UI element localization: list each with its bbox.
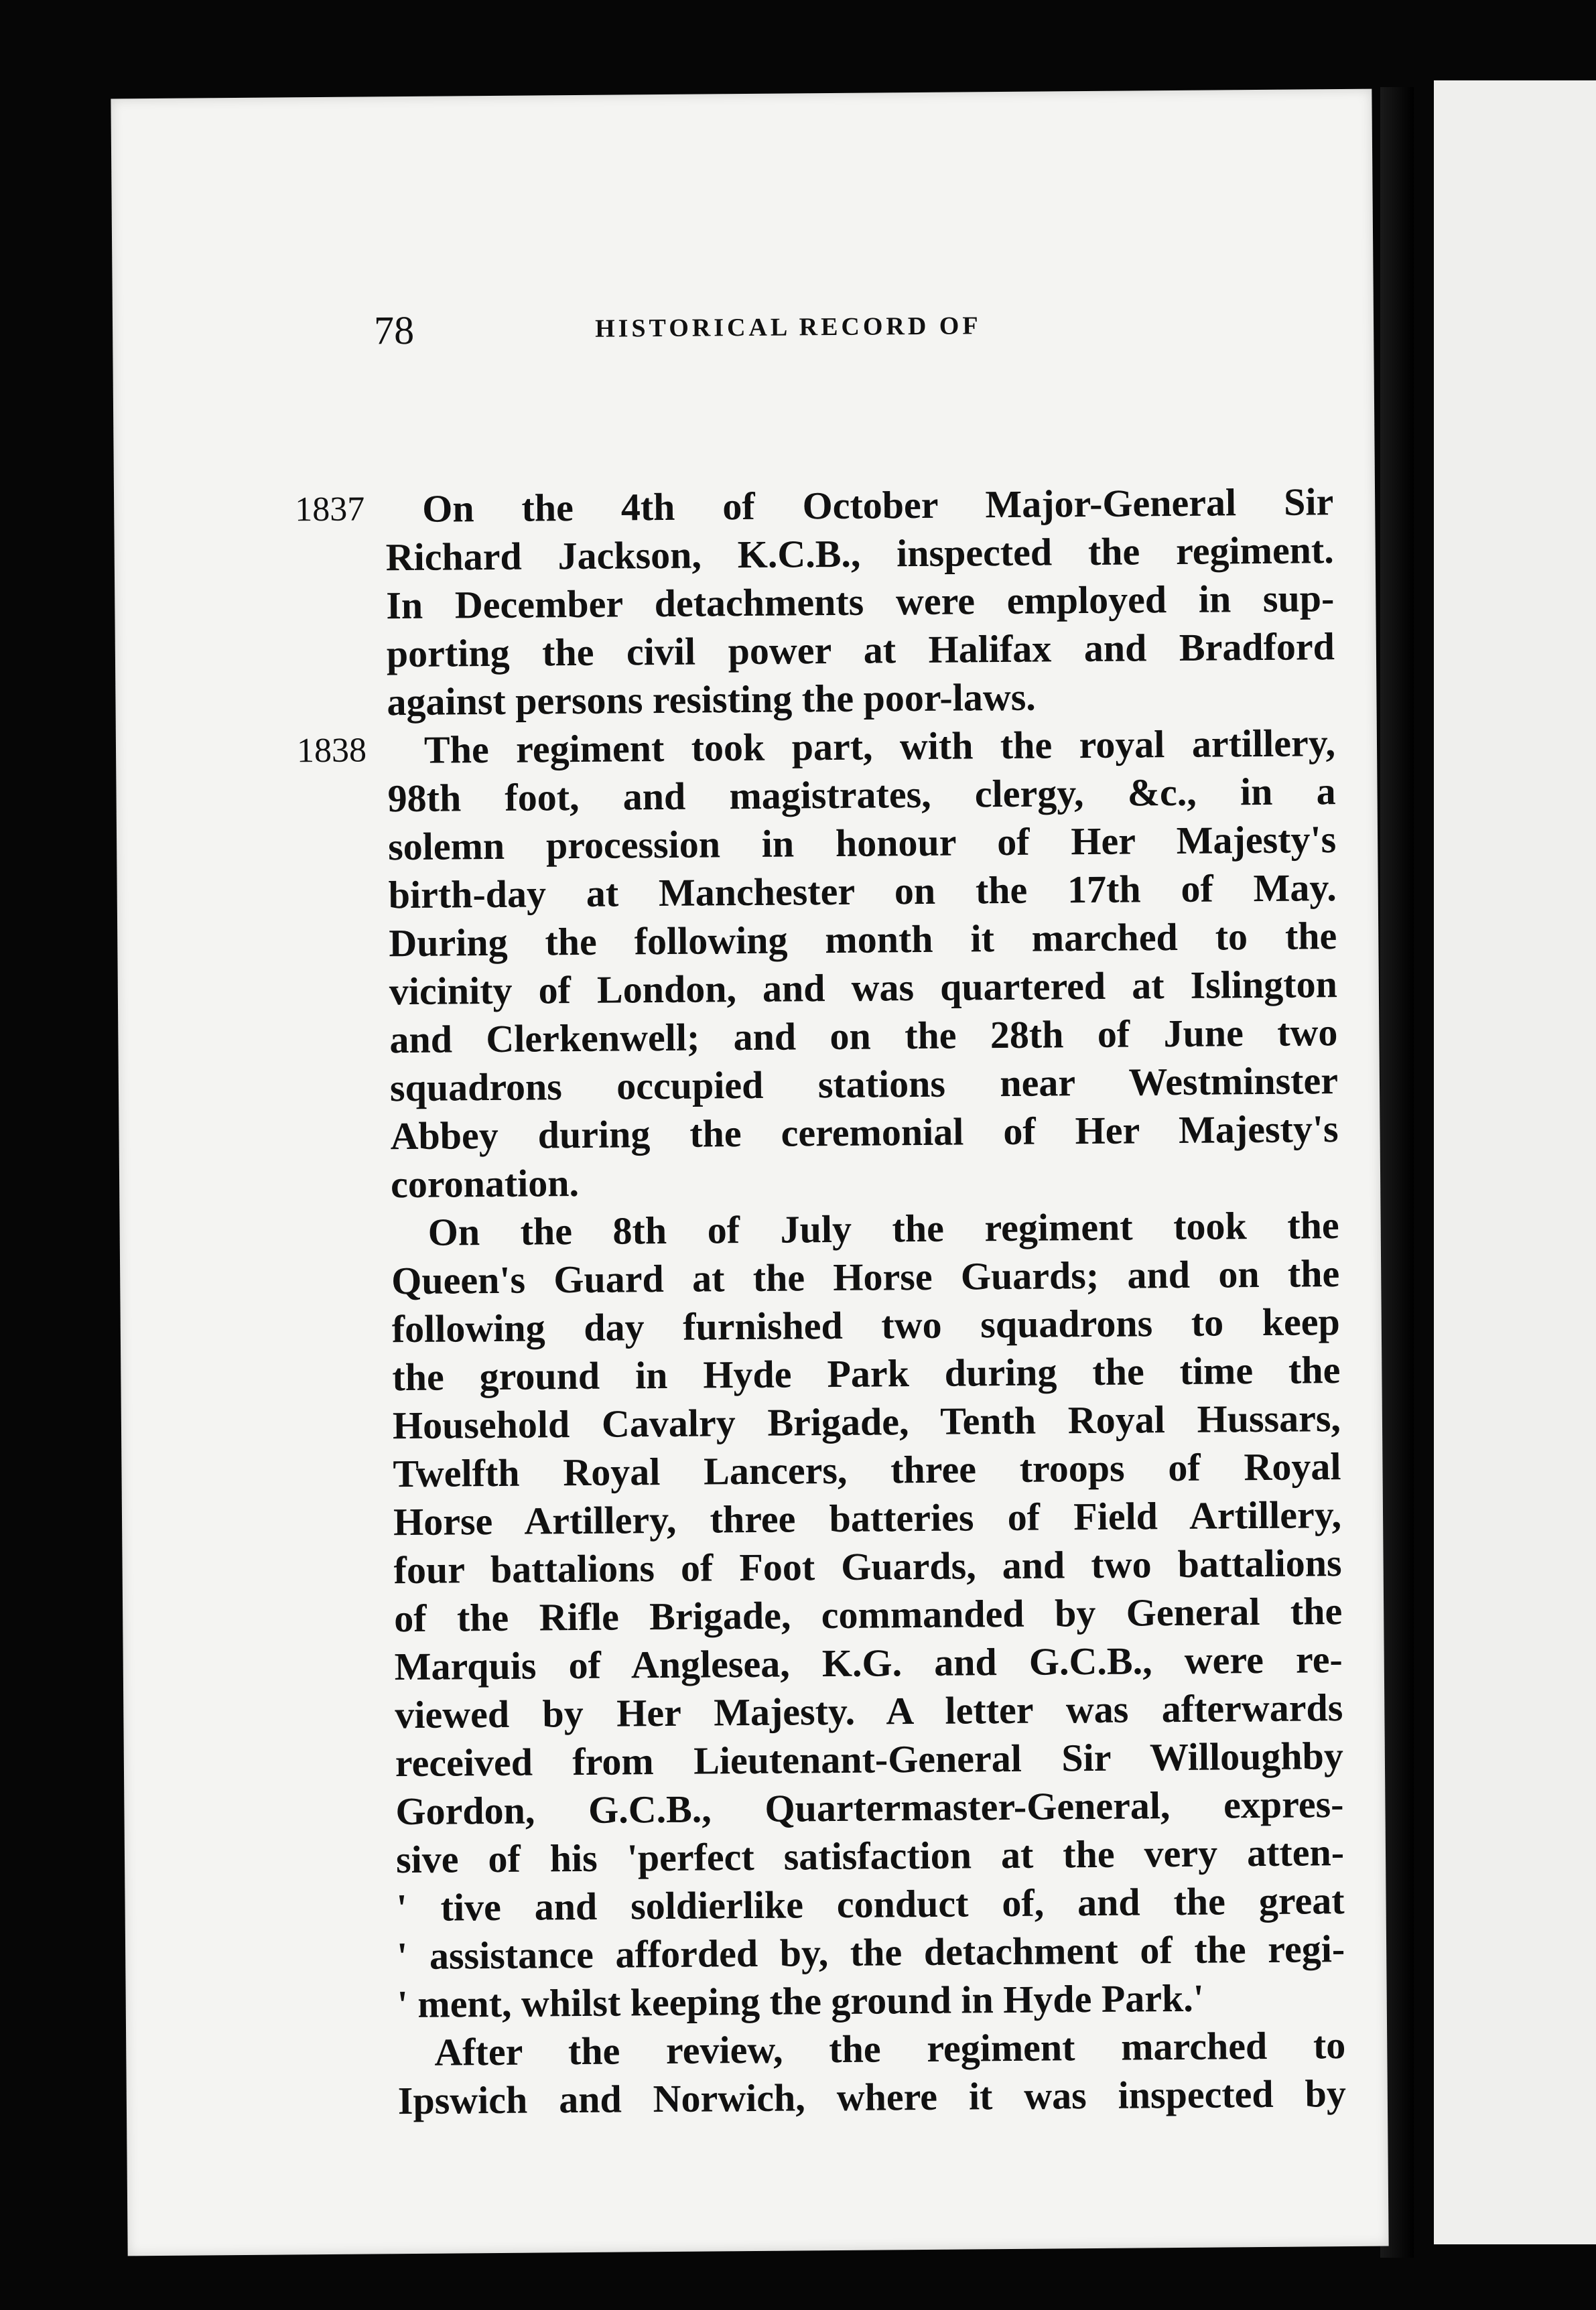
text-line: Ipswich and Norwich, where it was inspected by	[397, 2071, 1347, 2123]
text-line: Horse Artillery, three batteries of Field Artillery,	[393, 1493, 1342, 1544]
text-line: Queen's Guard at the Horse Guards; and on the	[391, 1251, 1340, 1303]
text-line: four battalions of Foot Guards, and two battalions	[393, 1541, 1342, 1592]
text-line: On the 4th of October Major-General Sir	[421, 480, 1334, 531]
text-line: squadrons occupied stations near Westminster	[389, 1059, 1339, 1110]
text-line: solemn procession in honour of Her Majesty's	[387, 817, 1337, 869]
text-line: Gordon, G.C.B., Quartermaster-General, expres-	[395, 1782, 1344, 1834]
text-line: of the Rifle Brigade, commanded by General the	[393, 1589, 1343, 1641]
margin-year-1838: 1838	[296, 731, 367, 770]
running-title: HISTORICAL RECORD OF	[594, 312, 982, 343]
text-line: sive of his 'perfect satisfaction at the very atten-	[395, 1830, 1345, 1882]
text-line: The regiment took part, with the royal artillery,	[423, 721, 1336, 772]
text-line: Marquis of Anglesea, K.G. and G.C.B., were re-	[394, 1637, 1343, 1689]
text-line: Twelfth Royal Lancers, three troops of Royal	[393, 1444, 1341, 1496]
text-line: received from Lieutenant-General Sir Willoughby	[395, 1734, 1344, 1785]
text-line: 98th foot, and magistrates, clergy, &c., in a	[387, 769, 1336, 821]
text-line: viewed by Her Majesty. A letter was afterwards	[395, 1686, 1343, 1737]
facing-page-edge	[1434, 80, 1596, 2244]
text-line: following day furnished two squadrons to keep	[391, 1300, 1341, 1351]
text-line: Household Cavalry Brigade, Tenth Royal Hussars,	[392, 1396, 1341, 1448]
text-line: against persons resisting the poor-laws.	[387, 675, 1037, 724]
text-line: porting the civil power at Halifax and Bradford	[386, 624, 1335, 676]
text-line: and Clerkenwell; and on the 28th of June two	[389, 1010, 1338, 1062]
margin-year-1837: 1837	[294, 490, 365, 529]
text-line: ' tive and soldierlike conduct of, and the great	[396, 1879, 1345, 1930]
text-line: the ground in Hyde Park during the time the	[392, 1348, 1341, 1400]
text-line: In December detachments were employed in sup-	[386, 576, 1335, 628]
text-line: During the following month it marched to the	[389, 914, 1337, 965]
text-line: birth-day at Manchester on the 17th of May.	[388, 866, 1337, 917]
text-line: On the 8th of July the regiment took the	[427, 1203, 1339, 1254]
text-line: After the review, the regiment marched to	[434, 2023, 1346, 2074]
text-line: ' ment, whilst keeping the ground in Hyde Park.'	[397, 1976, 1205, 2027]
book-page	[111, 89, 1388, 2256]
page-number: 78	[373, 308, 415, 353]
text-line: Richard Jackson, K.C.B., inspected the regiment.	[385, 528, 1334, 580]
text-line: Abbey during the ceremonial of Her Majesty's	[390, 1107, 1339, 1158]
text-line: vicinity of London, and was quartered at Islington	[389, 962, 1338, 1014]
text-line: ' assistance afforded by, the detachment of the regi-	[396, 1927, 1345, 1978]
page-header	[113, 293, 1374, 384]
text-line: coronation.	[390, 1161, 580, 1207]
